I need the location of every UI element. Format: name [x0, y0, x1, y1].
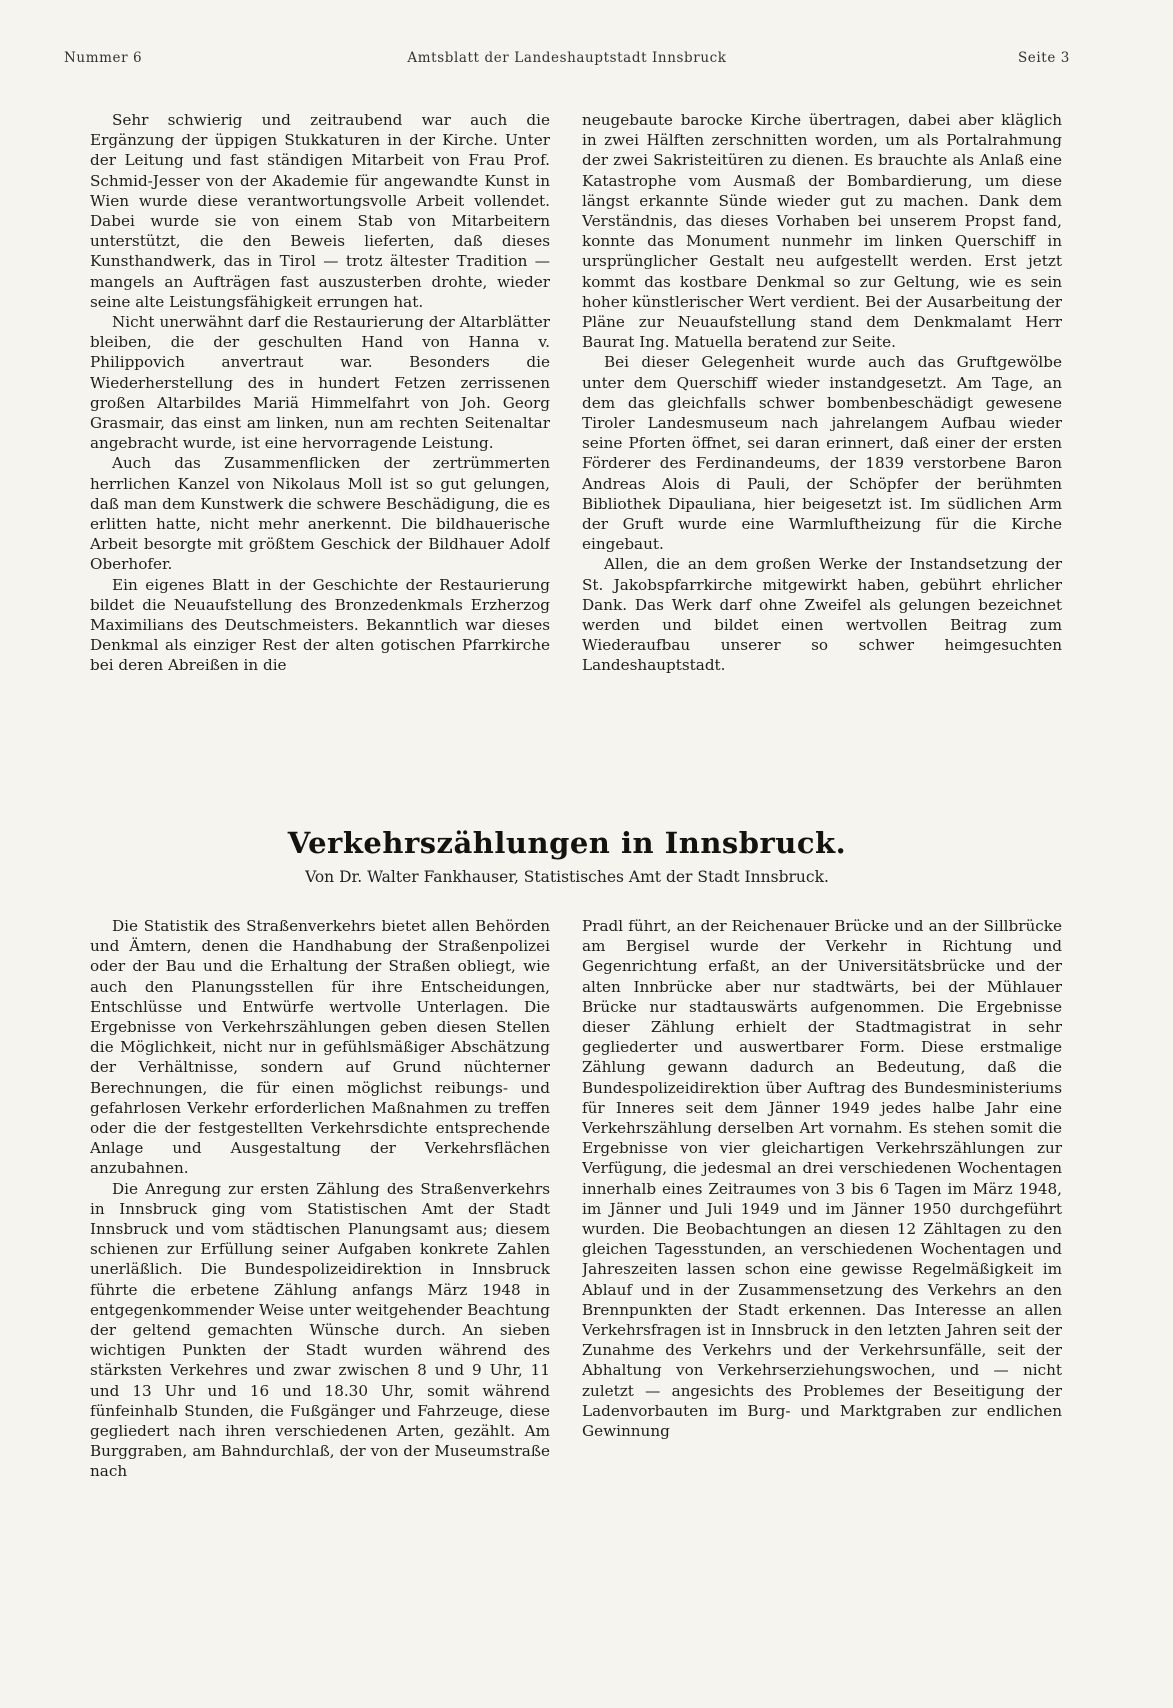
paragraph: Sehr schwierig und zeitraubend war auch die Ergänzung der üppigen Stukkaturen in der Kirche. Unter der Leitung und fast ständigen Mitarbeit von Frau Prof. Schmid-Jesser von der Akademie für angewandte Kunst in Wien wurde diese verantwortungsvolle Arbeit vollendet. Dabei wurde sie von einem Stab von Mitarbeitern unterstützt, die den Beweis lieferten, daß dieses Kunsthandwerk, das in Tirol — trotz ältester Tradition — mangels an Aufträgen fast auszusterben drohte, wieder seine alte Leistungsfähigkeit errungen hat.	[90, 111, 550, 311]
page-number: Seite 3	[1017, 50, 1070, 66]
paragraph: Bei dieser Gelegenheit wurde auch das Gruftgewölbe unter dem Querschiff wieder instandgesetzt. Am Tage, an dem das gleichfalls schwer bombenbeschädigt gewesene Tiroler Landesmuseum nach jahrelangem Aufbau wieder seine Pforten öffnet, sei daran erinnert, daß einer der ersten Förderer des Ferdinandeums, der 1839 verstorbene Baron Andreas Alois di Pauli, der Schöpfer der berühmten Bibliothek Dipauliana, hier beigesetzt ist. Im südlichen Arm der Gruft wurde eine Warmluftheizung für die Kirche eingebaut.	[582, 353, 1062, 554]
upper-left-column	[90, 110, 550, 786]
paragraph: Die Statistik des Straßenverkehrs bietet allen Behörden und Ämtern, denen die Handhabung der Straßenpolizei oder der Bau und die Erhaltung der Straßen obliegt, wie auch den Planungsstellen für ihre Entscheidungen, Entschlüsse und Entwürfe wertvolle Unterlagen. Die Ergebnisse von Verkehrszählungen geben diesen Stellen die Möglichkeit, nicht nur in gefühlsmäßiger Abschätzung der Verhältnisse, sondern auf Grund nüchterner Berechnungen, die für einen möglichst reibungs- und gefahrlosen Verkehr erforderlichen Maßnahmen zu treffen oder die der festgestellten Verkehrsdichte entsprechende Anlage und Ausgestaltung der Verkehrsflächen anzubahnen.	[90, 917, 550, 1178]
article-byline: Von Dr. Walter Fankhauser, Statistisches Amt der Stadt Innsbruck.	[305, 868, 829, 886]
issue-number: Nummer 6	[64, 50, 143, 66]
page-header	[64, 50, 1070, 72]
lower-left-column	[90, 916, 550, 1656]
paragraph: Die Anregung zur ersten Zählung des Straßenverkehrs in Innsbruck ging vom Statistischen Amt der Stadt Innsbruck und vom städtischen Planungsamt aus; diesem schienen zur Erfüllung seiner Aufgaben konkrete Zahlen unerläßlich. Die Bundespolizeidirektion in Innsbruck führte die erbetene Zählung anfangs März 1948 in entgegenkommender Weise unter weitgehender Beachtung der geltend gemachten Wünsche durch. An sieben wichtigen Punkten der Stadt wurden während des stärksten Verkehres und zwar zwischen 8 und 9 Uhr, 11 und 13 Uhr und 16 und 18.30 Uhr, somit während fünfeinhalb Stunden, die Fußgänger und Fahrzeuge, diese gegliedert nach ihren verschiedenen Arten, gezählt. Am Burggraben, am Bahndurchlaß, der von der Museumstraße nach	[90, 1179, 550, 1481]
paragraph: Allen, die an dem großen Werke der Instandsetzung der St. Jakobspfarrkirche mitgewirkt haben, gebührt ehrlicher Dank. Das Werk darf ohne Zweifel als gelungen bezeichnet werden und bildet einen wertvollen Beitrag zum Wiederaufbau unserer so schwer heimgesuchten Landeshauptstadt.	[582, 555, 1062, 675]
publication-title: Amtsblatt der Landeshauptstadt Innsbruck	[407, 50, 727, 66]
paragraph: Nicht unerwähnt darf die Restaurierung der Altarblätter bleiben, die der geschulten Hand von Hanna v. Philippovich anvertraut war. Besonders die Wiederherstellung des in hundert Fetzen zerrissenen großen Altarbildes Mariä Himmelfahrt von Joh. Georg Grasmair, das einst am linken, nun am rechten Seitenaltar angebracht wurde, ist eine hervorragende Leistung.	[90, 313, 550, 453]
paragraph: Pradl führt, an der Reichenauer Brücke und an der Sillbrücke am Bergisel wurde der Verkehr in Richtung und Gegenrichtung erfaßt, an der Universitätsbrücke und der alten Innbrücke aber nur stadtwärts, bei der Mühlauer Brücke nur stadtauswärts aufgenommen. Die Ergebnisse dieser Zählung erhielt der Stadtmagistrat in sehr gegliederter und auswertbarer Form. Diese erstmalige Zählung gewann dadurch an Bedeutung, daß die Bundespolizeidirektion über Auftrag des Bundesministeriums für Inneres seit dem Jänner 1949 jedes halbe Jahr eine Verkehrszählung derselben Art vornahm. Es stehen somit die Ergebnisse von vier gleichartigen Verkehrszählungen zur Verfügung, die jedesmal an drei verschiedenen Wochentagen innerhalb eines Zeitraumes von 3 bis 6 Tagen im März 1948, im Jänner und Juli 1949 und im Jänner 1950 durchgeführt wurden. Die Beobachtungen an diesen 12 Zähltagen zu den gleichen Tagesstunden, an verschiedenen Wochentagen und Jahreszeiten lassen schon eine gewisse Regelmäßigkeit im Ablauf und in der Zusammensetzung des Verkehrs an den Brennpunkten der Stadt erkennen. Das Interesse an allen Verkehrsfragen ist in Innsbruck in den letzten Jahren seit der Zunahme des Verkehrs und der Verkehrsunfälle, seit der Abhaltung von Verkehrserziehungswochen, und — nicht zuletzt — angesichts des Problemes der Beseitigung der Ladenvorbauten im Burg- und Marktgraben zur endlichen Gewinnung	[582, 917, 1062, 1441]
upper-right-column	[582, 110, 1062, 786]
paragraph: neugebaute barocke Kirche übertragen, dabei aber kläglich in zwei Hälften zerschnitten worden, um als Portalrahmung der zwei Sakristeitüren zu dienen. Es brauchte als Anlaß eine Katastrophe vom Ausmaß der Bombardierung, um diese längst erkannte Sünde wieder gut zu machen. Dank dem Verständnis, das dieses Vorhaben bei unserem Propst fand, konnte das Monument nunmehr im linken Querschiff in ursprünglicher Gestalt neu aufgestellt werden. Erst jetzt kommt das kostbare Denkmal so zur Geltung, wie es sein hoher künstlerischer Wert verdient. Bei der Ausarbeitung der Pläne zur Neuaufstellung stand dem Denkmalamt Herr Baurat Ing. Matuella beratend zur Seite.	[582, 111, 1062, 352]
paragraph: Auch das Zusammenflicken der zertrümmerten herrlichen Kanzel von Nikolaus Moll ist so gut gelungen, daß man dem Kunstwerk die schwere Beschädigung, die es erlitten hatte, nicht mehr anerkennt. Die bildhauerische Arbeit besorgte mit größtem Geschick der Bildhauer Adolf Oberhofer.	[90, 454, 550, 574]
article-title: Verkehrszählungen in Innsbruck.	[287, 826, 847, 860]
paragraph: Ein eigenes Blatt in der Geschichte der Restaurierung bildet die Neuaufstellung des Bronzedenkmals Erzherzog Maximilians des Deutschmeisters. Bekanntlich war dieses Denkmal als einziger Rest der alten gotischen Pfarrkirche bei deren Abreißen in die	[90, 575, 550, 675]
lower-right-column	[582, 916, 1062, 1656]
